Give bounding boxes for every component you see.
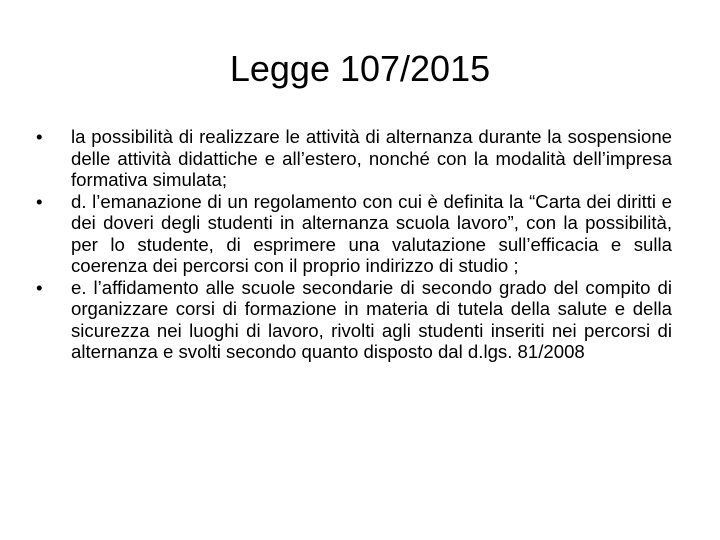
bullet-dot-icon: • bbox=[36, 126, 43, 147]
slide-title: Legge 107/2015 bbox=[229, 48, 491, 89]
bullet-list bbox=[36, 126, 672, 363]
bullet-item bbox=[36, 277, 672, 363]
bullet-text: d. l’emanazione di un regolamento con cui è definita la “Carta dei diritti e dei doveri degli studenti in alternanza scuola lavoro”, con la possibilità, per lo studente, di esprimere una valutazione sull’efficacia e sulla coerenza dei percorsi con il proprio indirizzo di studio ; bbox=[71, 190, 672, 276]
bullet-dot-icon: • bbox=[36, 190, 43, 212]
bullet-dot-icon: • bbox=[36, 276, 43, 298]
bullet-item bbox=[36, 126, 672, 191]
bullet-item bbox=[36, 191, 672, 277]
bullet-text: la possibilità di realizzare le attività di alternanza durante la sospensione delle attività didattiche e all’estero, nonché con la modalità dell’impresa formativa simulata; bbox=[71, 126, 672, 190]
bullet-text: e. l’affidamento alle scuole secondarie di secondo grado del compito di organizzare corsi di formazione in materia di tutela della salute e della sicurezza nei luoghi di lavoro, rivolti agli studenti inseriti nei percorsi di alternanza e svolti secondo quanto disposto dal d.lgs. 81/2008 bbox=[71, 276, 672, 362]
